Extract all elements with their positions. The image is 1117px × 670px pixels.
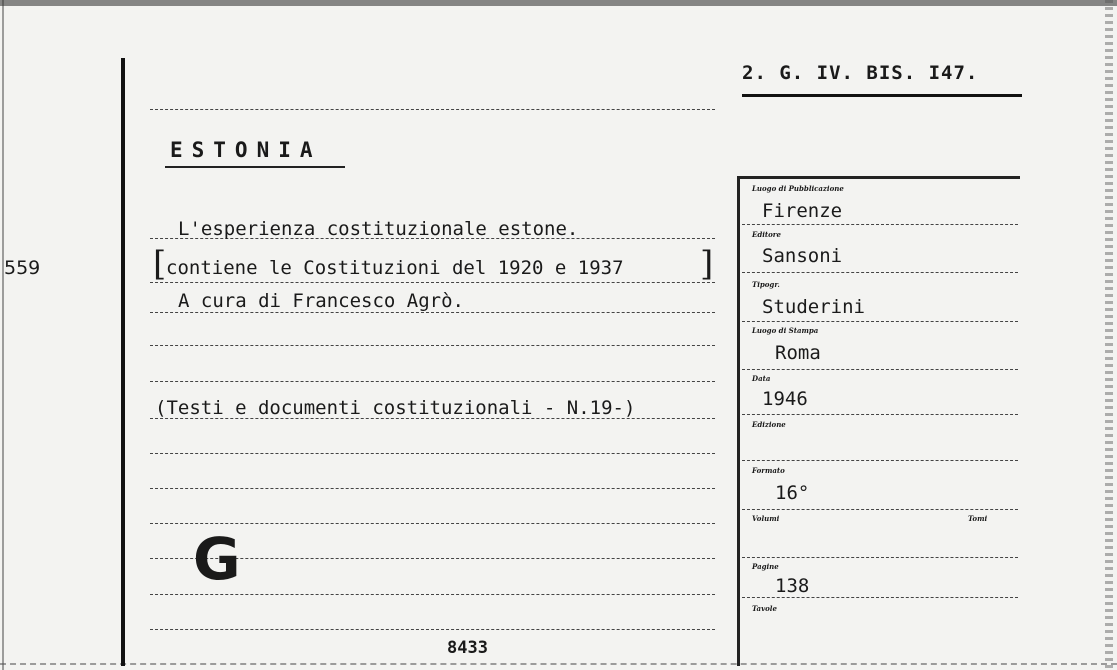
field-label-date: Data xyxy=(752,374,771,383)
stamp-letter: G xyxy=(193,525,241,593)
field-label-publisher: Editore xyxy=(752,230,781,239)
field-rule xyxy=(742,224,1018,225)
field-label-print-place: Luogo di Stampa xyxy=(752,326,819,335)
guide-line xyxy=(150,523,715,524)
close-bracket: ] xyxy=(700,244,714,284)
footer-number: 8433 xyxy=(447,638,488,658)
field-value-printer: Studerini xyxy=(762,296,865,318)
field-label-volumes: Volumi xyxy=(752,514,780,523)
field-value-publisher: Sansoni xyxy=(762,245,843,267)
title-underline xyxy=(165,166,345,168)
fields-column-rule xyxy=(737,176,740,666)
field-rule xyxy=(742,272,1018,273)
open-bracket: [ xyxy=(153,244,167,284)
field-value-date: 1946 xyxy=(762,388,808,410)
guide-line xyxy=(150,594,715,595)
guide-line xyxy=(150,282,715,283)
description-line-3: A cura di Francesco Agrò. xyxy=(178,290,464,312)
left-margin-rule xyxy=(121,58,125,666)
field-rule xyxy=(742,369,1018,370)
fields-top-rule xyxy=(740,176,1020,179)
field-rule xyxy=(742,460,1018,461)
shelf-mark-underline xyxy=(742,94,1022,97)
guide-line xyxy=(150,381,715,382)
field-label-plates: Tavole xyxy=(752,604,777,613)
card-top-edge xyxy=(0,0,1117,6)
field-rule xyxy=(742,597,1018,598)
field-label-format: Formato xyxy=(752,466,785,475)
card-left-edge xyxy=(2,0,4,670)
shelf-mark: 2. G. IV. BIS. I47. xyxy=(742,62,979,84)
field-label-tomes: Tomi xyxy=(968,514,988,523)
field-value-place: Firenze xyxy=(762,200,843,222)
field-value-format: 16° xyxy=(775,482,810,504)
guide-line xyxy=(150,109,715,110)
guide-line xyxy=(150,312,715,313)
field-value-print-place: Roma xyxy=(775,342,821,364)
field-rule xyxy=(742,414,1018,415)
description-line-1: L'esperienza costituzionale estone. xyxy=(178,218,579,240)
guide-line xyxy=(150,345,715,346)
field-value-pages: 138 xyxy=(775,575,810,597)
description-line-2: contiene le Costituzioni del 1920 e 1937 xyxy=(166,257,624,279)
card-bottom-edge xyxy=(0,663,1117,668)
field-rule xyxy=(742,321,1018,322)
card-right-edge xyxy=(1105,0,1113,670)
field-rule xyxy=(742,509,1018,510)
field-label-pages: Pagine xyxy=(752,562,779,571)
card-title: ESTONIA xyxy=(170,138,322,162)
field-label-place: Luogo di Pubblicazione xyxy=(752,184,844,193)
series-line: (Testi e documenti costituzionali - N.19-) xyxy=(155,397,636,419)
field-label-edition: Edizione xyxy=(752,420,786,429)
side-number: 559 xyxy=(4,257,41,279)
guide-line xyxy=(150,629,715,630)
guide-line xyxy=(150,453,715,454)
field-rule xyxy=(742,557,1018,558)
field-label-printer: Tipogr. xyxy=(752,280,780,289)
guide-line xyxy=(150,488,715,489)
